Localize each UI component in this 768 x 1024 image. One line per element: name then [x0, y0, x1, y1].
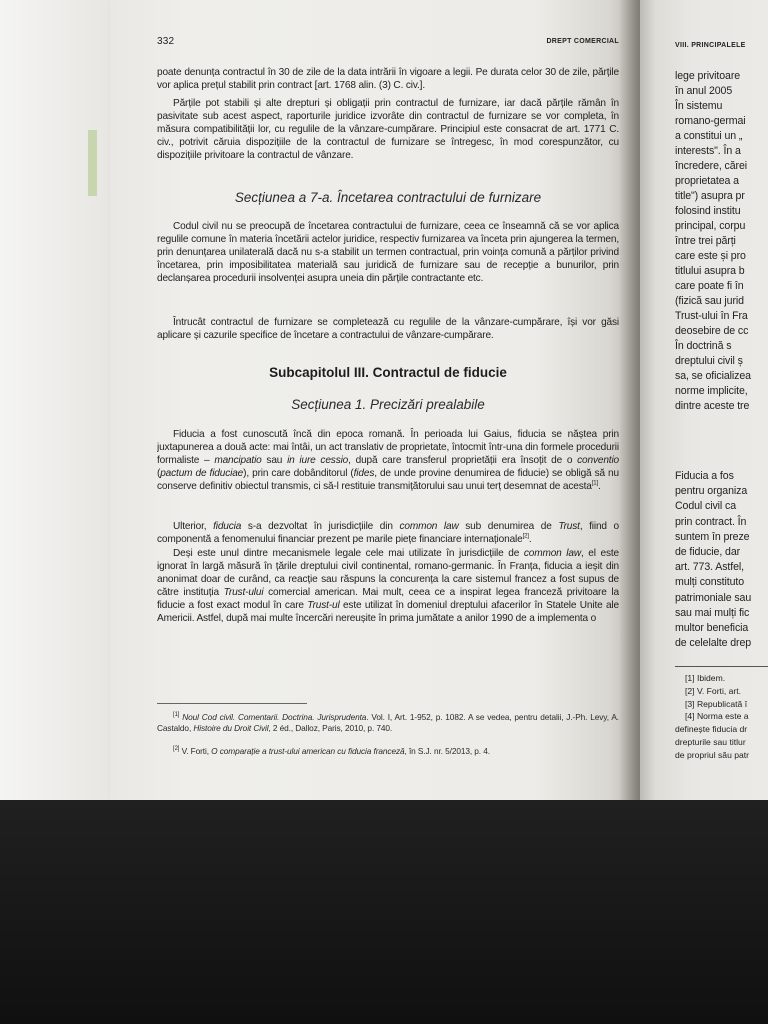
italic-term: fides — [353, 468, 375, 480]
right-page-line: dintre aceste tre — [675, 400, 750, 412]
text-run: ), prin care dobânditorul ( — [243, 468, 354, 480]
right-page-line: norme implicite, — [675, 385, 748, 397]
right-page-line: title") asupra pr — [675, 190, 745, 202]
right-page-line: în anul 2005 — [675, 85, 733, 97]
footnote-mark: [1] — [173, 712, 180, 719]
right-page-line: sau mai mulți fic — [675, 606, 750, 619]
paragraph-7 — [157, 547, 619, 626]
text-run: Deși este unul dintre mecanismele legale cele mai utilizate în jurisdicțiile de — [173, 548, 524, 559]
right-page-line: mulți constituto — [675, 576, 745, 589]
italic-term: Trust-ului — [223, 587, 264, 599]
text-run: Fiducia a fost cunoscută încă din epoca romană. În perioada lui Gaius, fiducia se năștea prin juxtapunerea a două acte: mai întâi, un act translativ de proprietate, întocmit într-una din formele procedurii formaliste – — [157, 429, 619, 467]
right-page-footnote: drepturile sau titlur — [675, 737, 746, 747]
running-head: DREPT COMERCIAL — [546, 38, 619, 45]
right-page-line: folosind institu — [675, 205, 741, 217]
left-page — [157, 0, 619, 800]
subchapter-heading: Subcapitolul III. Contractul de fiducie — [269, 365, 507, 380]
right-page-line: Trust-ului în Fra — [675, 310, 748, 322]
right-page-footnote: definește fiducia dr — [675, 724, 748, 735]
italic-term: common law — [523, 548, 581, 559]
right-page-line: deosebire de cc — [675, 325, 749, 337]
paragraph-text: Codul civil nu se preocupă de încetarea contractului de furnizare, ceea ce înseamnă că se vor aplica regulile comune în materia încetării actelor juridice, respectiv furnizarea va înceta prin ajungerea la termen, prin denunțarea unilaterală dacă nu s-a stabilit un termen contractual, prin voința comună a părților privind încetarea, prin imposibilitatea materială sau juridică de furnizare sau de recepție a bunurilor, prin declanșarea procedurii insolvenței asupra uneia din părțile contractante etc. — [157, 221, 619, 285]
paragraph-3 — [157, 220, 619, 285]
footnote-ref: [2] — [522, 533, 529, 540]
italic-term: in iure cessio — [287, 455, 349, 467]
paragraph-text: Părțile pot stabili și alte drepturi și obligații prin contractul de furnizare, iar dacă părțile rămân în pasivitate sub acest aspect, raporturile juridice izvorâte din contractul de furnizare se vor completa, în măsura compatibilității lor, cu regulile de la vânzare-cumpărare. Principiul este consacrat de art. 1771 C. civ., potrivit căruia dispozițiile de la contractul de furnizare se întregesc, în mod corespunzător, cu dispozițiile privitoare la contractul de vânzare. — [157, 98, 619, 162]
italic-term: pactum de fiduciae — [160, 468, 244, 480]
text-run: comercial american. Mai mult, ceea ce a inspirat legea franceză privitoare la fiducie a fost exact modul în care — [157, 587, 619, 612]
right-page-line: În sistemu — [675, 100, 723, 112]
paragraph-1 — [157, 66, 619, 92]
text-run: , în S.J. nr. 5/2013, p. 4. — [404, 746, 490, 756]
right-page-line: (fizică sau jurid — [675, 295, 744, 307]
footnote-mark: [2] — [173, 746, 180, 753]
right-page-line: În doctrină s — [675, 340, 732, 352]
footnote-divider — [157, 703, 307, 704]
text-run: este utilizat în domeniul dreptului afacerilor în Statele Unite ale Americii. Astfel, după mai multe încercări nereușite în prima jumătate a anilor 1990 de a implementa o — [157, 600, 619, 625]
footnote-1 — [157, 712, 619, 734]
right-page-line: dreptului civil ș — [675, 355, 743, 367]
text-run: , de unde provine denumirea de fiducie) se obligă să nu conserve definitiv obiectul transmis, ci să-l restituie transmițătorului sau unui terț desemnat de acesta — [157, 468, 619, 493]
right-page-line: sa, se oficializea — [675, 370, 751, 382]
right-page-line: lege privitoare — [675, 70, 741, 82]
bookmark-tab — [88, 130, 97, 196]
right-page-line: între trei părți — [675, 235, 736, 247]
text-run: . — [598, 481, 601, 493]
paragraph-text: poate denunța contractul în 30 de zile de la data intrării în vigoare a legii. Pe durata celor 30 de zile, părțile vor aplica prețul stabilit prin contract [art. 1768 alin. (3) C. civ.]. — [157, 67, 619, 92]
right-page-line: principal, corpu — [675, 220, 746, 232]
footnote-2 — [157, 746, 619, 757]
footnote-ref: [1] — [591, 481, 598, 488]
right-page-line: de fiducie, dar — [675, 546, 741, 558]
right-page-line: patrimoniale sau — [675, 591, 752, 604]
right-page-line: interests". În a — [675, 145, 741, 157]
right-page-footnote: [3] Republicată î — [685, 698, 748, 709]
right-page — [675, 0, 768, 800]
text-run: V. Forti, — [179, 746, 212, 756]
right-page-line: multor beneficia — [675, 622, 749, 634]
right-page-line: art. 773. Astfel, — [675, 561, 744, 574]
paragraph-5 — [157, 428, 619, 493]
italic-term: Trust-ul — [307, 600, 340, 612]
right-page-line: de celelalte drep — [675, 637, 752, 650]
right-page-footnote: de propriul său patr — [675, 749, 750, 760]
footnote-divider-right — [675, 666, 768, 667]
right-page-footnote: [2] V. Forti, art. — [685, 685, 742, 696]
paragraph-4 — [157, 316, 619, 342]
right-page-footnote: [4] Norma este a — [685, 711, 749, 722]
section-7-heading: Secțiunea a 7-a. Încetarea contractului de furnizare — [234, 190, 542, 205]
right-page-line: care este și pro — [675, 250, 746, 262]
text-run: , 2 éd., Dalloz, Paris, 2010, p. 740. — [268, 723, 393, 733]
right-page-line: a constitui un „ — [675, 130, 743, 142]
right-page-line: pentru organiza — [675, 485, 748, 498]
text-run: . Vol. I, Art. 1-952, p. 1082. A se vedea, pentru detalii, J.-Ph. Levy, A. Castaldo, — [157, 712, 619, 733]
text-run: s-a dezvoltat în jurisdicțiile din — [241, 521, 400, 532]
italic-term: fiducia — [213, 521, 242, 532]
italic-title: Histoire du Droit Civil — [193, 723, 269, 733]
scan-background-left — [0, 0, 120, 800]
text-run: , după care transferul proprietății era însoțit de o — [348, 455, 578, 467]
paragraph-6 — [157, 520, 619, 546]
italic-term: common law — [399, 521, 459, 532]
right-page-line: suntem în preze — [675, 530, 750, 543]
paragraph-2 — [157, 97, 619, 162]
italic-title: O comparație a trust-ului american cu fiducia franceză — [211, 746, 405, 756]
text-run: , fiind o componentă a fenomenului financiar prezent pe marile piețe financiare internaționale — [157, 521, 619, 546]
text-run: ( — [157, 468, 161, 480]
right-page-line: prin contract. În — [675, 515, 747, 528]
right-page-line: care poate fi în — [675, 280, 744, 292]
text-run: , el este ignorat în largă măsură în țările dreptului civil continental, romano-germanic. În Franța, fiducia a ieșit din anonimat doar de curând, ca reacție sau răspuns la concurența la care sistemul francez a fost supus de către instituția — [157, 548, 619, 599]
italic-term: Trust — [558, 521, 580, 532]
right-page-line: titlului asupra b — [675, 265, 745, 277]
italic-term: conventio — [577, 455, 619, 467]
italic-title: Noul Cod civil. Comentarii. Doctrina. Jurisprudenta — [182, 712, 367, 722]
right-page-line: romano-germai — [675, 115, 746, 127]
page-number: 332 — [157, 36, 175, 47]
right-page-line: încredere, cărei — [675, 160, 748, 172]
paragraph-text: Întrucât contractul de furnizare se completează cu regulile de la vânzare-cumpărare, își vor găsi aplicare și cazurile specifice de încetare a contractului de vânzare-cumpărare. — [157, 317, 619, 342]
running-head-right: VIII. PRINCIPALELE — [675, 42, 746, 49]
text-run: sub denumirea de — [458, 521, 559, 532]
text-run: sau — [261, 455, 288, 467]
right-page-line: proprietatea a — [675, 175, 739, 187]
text-run: . — [528, 534, 532, 546]
section-1-heading: Secțiunea 1. Precizări prealabile — [291, 397, 485, 412]
scanner-dark-area — [0, 800, 768, 1024]
right-page-line: Fiducia a fos — [675, 470, 734, 482]
text-run: Ulterior, — [173, 521, 214, 532]
right-page-footnote: [1] Ibidem. — [685, 673, 726, 683]
italic-term: mancipatio — [214, 455, 262, 467]
right-page-line: Codul civil ca — [675, 500, 737, 513]
